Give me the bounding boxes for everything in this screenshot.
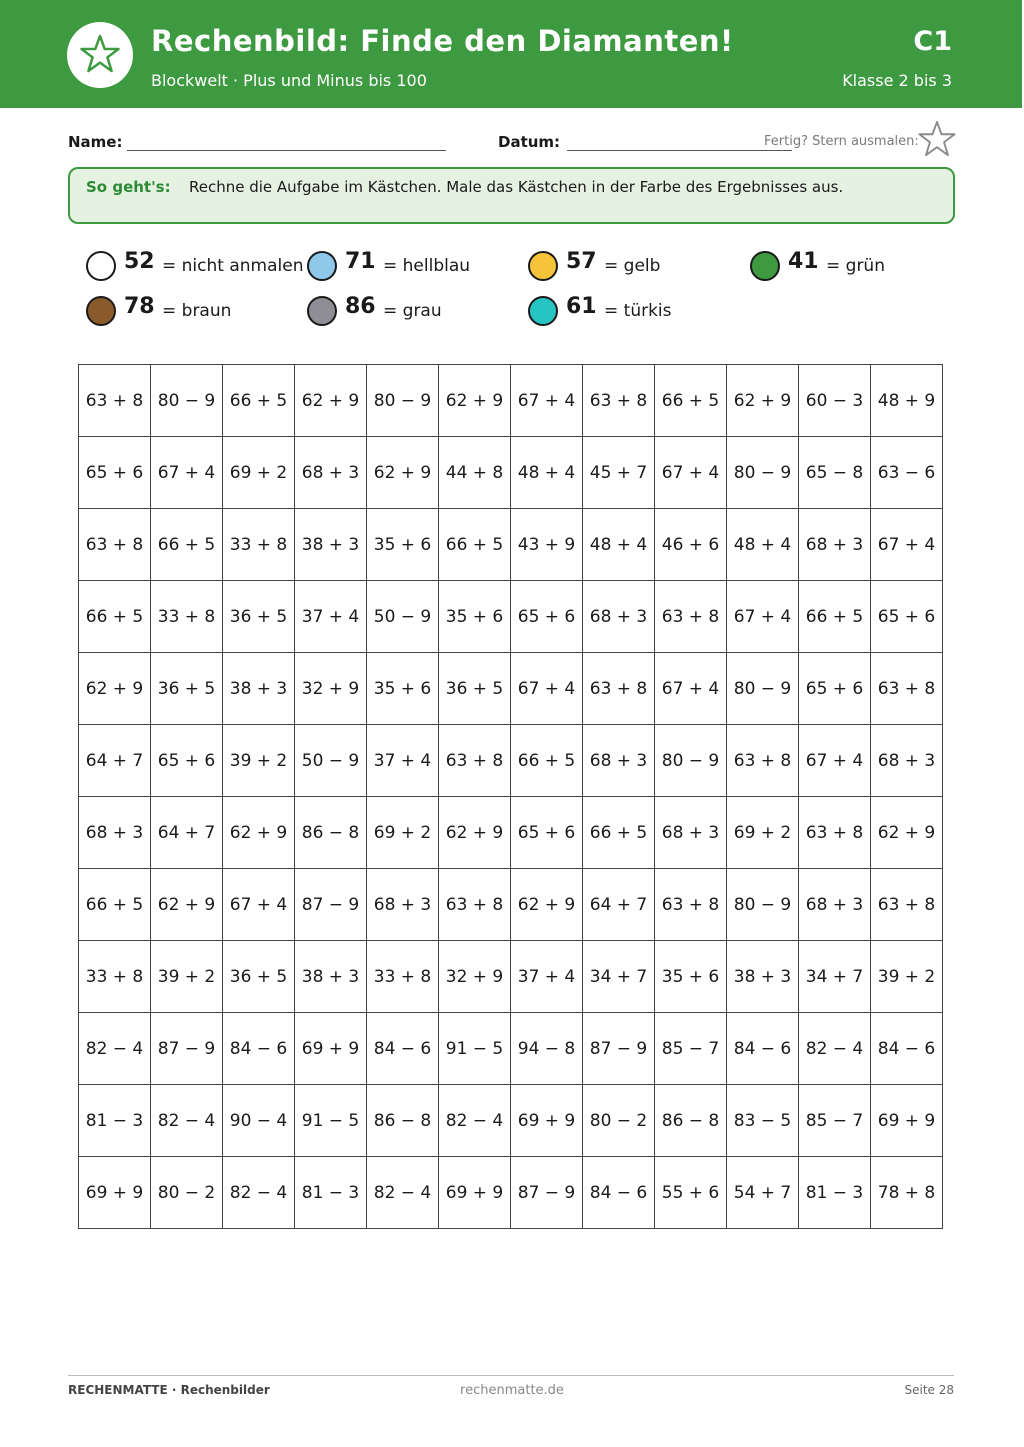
grid-cell[interactable]: 66 + 5 — [151, 509, 223, 581]
grid-row — [79, 797, 943, 869]
grid-cell[interactable]: 65 − 8 — [799, 437, 871, 509]
grid-cell[interactable]: 38 + 3 — [295, 509, 367, 581]
grid-cell[interactable]: 63 + 8 — [799, 797, 871, 869]
legend-value: 86 — [345, 294, 376, 319]
instructions-label: So geht's: — [86, 178, 171, 196]
grid-cell[interactable]: 63 − 6 — [871, 437, 943, 509]
grid-cell[interactable]: 48 + 4 — [511, 437, 583, 509]
grid-cell[interactable]: 36 + 5 — [223, 941, 295, 1013]
grid-cell[interactable]: 80 − 9 — [367, 365, 439, 437]
grid-cell[interactable]: 85 − 7 — [799, 1085, 871, 1157]
grid-cell[interactable]: 84 − 6 — [583, 1157, 655, 1229]
grid-cell[interactable]: 38 + 3 — [295, 941, 367, 1013]
grid-cell[interactable]: 83 − 5 — [727, 1085, 799, 1157]
grid-cell[interactable]: 65 + 6 — [511, 581, 583, 653]
puzzle-grid — [78, 364, 943, 1229]
grid-cell[interactable]: 65 + 6 — [871, 581, 943, 653]
grid-cell[interactable]: 48 + 4 — [583, 509, 655, 581]
grid-cell[interactable]: 63 + 8 — [439, 869, 511, 941]
star-outline-icon — [80, 34, 120, 74]
grid-cell[interactable]: 66 + 5 — [223, 365, 295, 437]
grid-row — [79, 941, 943, 1013]
grid-cell[interactable]: 91 − 5 — [295, 1085, 367, 1157]
grid-cell[interactable]: 84 − 6 — [727, 1013, 799, 1085]
grid-cell[interactable]: 62 + 9 — [367, 437, 439, 509]
grid-cell[interactable]: 67 + 4 — [655, 437, 727, 509]
grid-cell[interactable]: 82 − 4 — [223, 1157, 295, 1229]
legend-value: 41 — [788, 249, 819, 274]
grid-cell[interactable]: 86 − 8 — [367, 1085, 439, 1157]
legend-label: = braun — [162, 301, 232, 321]
grid-cell[interactable]: 34 + 7 — [799, 941, 871, 1013]
page-title: Rechenbild: Finde den Diamanten! — [151, 24, 734, 58]
grid-cell[interactable]: 50 − 9 — [295, 725, 367, 797]
grid-cell[interactable]: 68 + 3 — [367, 869, 439, 941]
grid-cell[interactable]: 65 + 6 — [151, 725, 223, 797]
grid-cell[interactable]: 82 − 4 — [799, 1013, 871, 1085]
grid-cell[interactable]: 69 + 2 — [367, 797, 439, 869]
grid-cell[interactable]: 33 + 8 — [79, 941, 151, 1013]
grid-cell[interactable]: 48 + 4 — [727, 509, 799, 581]
grid-cell[interactable]: 84 − 6 — [871, 1013, 943, 1085]
legend-value: 52 — [124, 249, 155, 274]
grid-cell[interactable]: 68 + 3 — [655, 797, 727, 869]
grid-cell[interactable]: 66 + 5 — [439, 509, 511, 581]
grid-cell[interactable]: 80 − 9 — [727, 653, 799, 725]
grid-cell[interactable]: 69 + 2 — [223, 437, 295, 509]
color-swatch — [528, 296, 558, 326]
grid-cell[interactable]: 65 + 6 — [799, 653, 871, 725]
grid-cell[interactable]: 82 − 4 — [151, 1085, 223, 1157]
color-swatch — [86, 296, 116, 326]
grid-cell[interactable]: 37 + 4 — [367, 725, 439, 797]
grid-cell[interactable]: 62 + 9 — [151, 869, 223, 941]
legend-label: = grau — [383, 301, 442, 321]
color-swatch — [750, 251, 780, 281]
grid-cell[interactable]: 64 + 7 — [583, 869, 655, 941]
grid-cell[interactable]: 69 + 9 — [871, 1085, 943, 1157]
grid-cell[interactable]: 33 + 8 — [151, 581, 223, 653]
grid-cell[interactable]: 67 + 4 — [223, 869, 295, 941]
logo-badge — [67, 22, 133, 88]
grid-cell[interactable]: 39 + 2 — [871, 941, 943, 1013]
grid-cell[interactable]: 87 − 9 — [295, 869, 367, 941]
grid-cell[interactable]: 81 − 3 — [295, 1157, 367, 1229]
color-swatch — [528, 251, 558, 281]
grid-cell[interactable]: 94 − 8 — [511, 1013, 583, 1085]
page-subtitle: Blockwelt · Plus und Minus bis 100 — [151, 71, 427, 90]
grid-cell[interactable]: 66 + 5 — [583, 797, 655, 869]
grid-cell[interactable]: 62 + 9 — [295, 365, 367, 437]
instructions-text: Rechne die Aufgabe im Kästchen. Male das Kästchen in der Farbe des Ergebnisses aus. — [189, 178, 844, 196]
name-label: Name: — [68, 133, 123, 151]
grid-cell[interactable]: 84 − 6 — [367, 1013, 439, 1085]
grid-cell[interactable]: 87 − 9 — [583, 1013, 655, 1085]
instructions-box — [68, 167, 955, 224]
grid-cell[interactable]: 63 + 8 — [79, 509, 151, 581]
grid-cell[interactable]: 86 − 8 — [655, 1085, 727, 1157]
grid-cell[interactable]: 84 − 6 — [223, 1013, 295, 1085]
grid-cell[interactable]: 63 + 8 — [583, 365, 655, 437]
grid-cell[interactable]: 80 − 9 — [151, 365, 223, 437]
star-outline-icon[interactable] — [918, 120, 956, 158]
legend-value: 61 — [566, 294, 597, 319]
grid-cell[interactable]: 68 + 3 — [79, 797, 151, 869]
worksheet-code: C1 — [913, 26, 952, 57]
grid-cell[interactable]: 81 − 3 — [79, 1085, 151, 1157]
grid-cell[interactable]: 35 + 6 — [439, 581, 511, 653]
grid-row — [79, 509, 943, 581]
grid-cell[interactable]: 62 + 9 — [511, 869, 583, 941]
grid-cell[interactable]: 38 + 3 — [223, 653, 295, 725]
grid-cell[interactable]: 63 + 8 — [439, 725, 511, 797]
footer-website: rechenmatte.de — [460, 1383, 564, 1398]
grid-cell[interactable]: 86 − 8 — [295, 797, 367, 869]
grid-cell[interactable]: 63 + 8 — [655, 581, 727, 653]
grid-cell[interactable]: 80 − 9 — [655, 725, 727, 797]
grid-cell[interactable]: 39 + 2 — [151, 941, 223, 1013]
grid-cell[interactable]: 66 + 5 — [511, 725, 583, 797]
grid-cell[interactable]: 66 + 5 — [799, 581, 871, 653]
grid-row — [79, 581, 943, 653]
grid-cell[interactable]: 69 + 9 — [295, 1013, 367, 1085]
grid-cell[interactable]: 68 + 3 — [799, 869, 871, 941]
grid-cell[interactable]: 37 + 4 — [295, 581, 367, 653]
grid-cell[interactable]: 82 − 4 — [367, 1157, 439, 1229]
grid-cell[interactable]: 33 + 8 — [223, 509, 295, 581]
grid-cell[interactable]: 67 + 4 — [151, 437, 223, 509]
name-field[interactable] — [127, 150, 446, 151]
grid-cell[interactable]: 62 + 9 — [223, 797, 295, 869]
legend-label: = türkis — [604, 301, 672, 321]
grid-cell[interactable]: 63 + 8 — [727, 725, 799, 797]
grid-cell[interactable]: 91 − 5 — [439, 1013, 511, 1085]
grid-row — [79, 1085, 943, 1157]
grid-cell[interactable]: 80 − 2 — [583, 1085, 655, 1157]
grid-cell[interactable]: 39 + 2 — [223, 725, 295, 797]
grid-cell[interactable]: 62 + 9 — [439, 797, 511, 869]
grid-cell[interactable]: 63 + 8 — [655, 869, 727, 941]
grid-cell[interactable]: 90 − 4 — [223, 1085, 295, 1157]
grid-cell[interactable]: 66 + 5 — [79, 869, 151, 941]
grid-cell[interactable]: 78 + 8 — [871, 1157, 943, 1229]
grid-cell[interactable]: 38 + 3 — [727, 941, 799, 1013]
grid-cell[interactable]: 32 + 9 — [439, 941, 511, 1013]
grid-row — [79, 1013, 943, 1085]
grid-cell[interactable]: 67 + 4 — [655, 653, 727, 725]
grid-cell[interactable]: 63 + 8 — [583, 653, 655, 725]
grid-row — [79, 653, 943, 725]
grid-cell[interactable]: 67 + 4 — [799, 725, 871, 797]
date-field[interactable] — [567, 150, 792, 151]
date-label: Datum: — [498, 133, 561, 151]
grid-cell[interactable]: 35 + 6 — [367, 653, 439, 725]
grid-cell[interactable]: 68 + 3 — [295, 437, 367, 509]
grid-cell[interactable]: 63 + 8 — [871, 653, 943, 725]
grid-cell[interactable]: 45 + 7 — [583, 437, 655, 509]
footer-divider — [68, 1375, 954, 1376]
grid-cell[interactable]: 33 + 8 — [367, 941, 439, 1013]
grid-cell[interactable]: 66 + 5 — [79, 581, 151, 653]
grid-cell[interactable]: 63 + 8 — [79, 365, 151, 437]
grid-cell[interactable]: 43 + 9 — [511, 509, 583, 581]
grid-row — [79, 365, 943, 437]
grid-cell[interactable]: 55 + 6 — [655, 1157, 727, 1229]
header-bar — [0, 0, 1022, 108]
grid-cell[interactable]: 54 + 7 — [727, 1157, 799, 1229]
grid-cell[interactable]: 82 − 4 — [79, 1013, 151, 1085]
done-text: Fertig? Stern ausmalen: — [764, 134, 919, 149]
legend-value: 78 — [124, 294, 155, 319]
grid-cell[interactable]: 46 + 6 — [655, 509, 727, 581]
grid-cell[interactable]: 35 + 6 — [655, 941, 727, 1013]
legend-value: 57 — [566, 249, 597, 274]
legend-label: = grün — [826, 256, 885, 276]
grid-cell[interactable]: 62 + 9 — [727, 365, 799, 437]
legend-label: = nicht anmalen — [162, 256, 304, 276]
grade-level: Klasse 2 bis 3 — [842, 71, 952, 90]
grid-cell[interactable]: 32 + 9 — [295, 653, 367, 725]
legend-label: = hellblau — [383, 256, 471, 276]
grid-cell[interactable]: 69 + 2 — [727, 797, 799, 869]
grid-cell[interactable]: 62 + 9 — [871, 797, 943, 869]
grid-cell[interactable]: 80 − 9 — [727, 869, 799, 941]
grid-cell[interactable]: 67 + 4 — [871, 509, 943, 581]
grid-cell[interactable]: 87 − 9 — [151, 1013, 223, 1085]
grid-cell[interactable]: 69 + 9 — [439, 1157, 511, 1229]
grid-cell[interactable]: 66 + 5 — [655, 365, 727, 437]
grid-cell[interactable]: 65 + 6 — [79, 437, 151, 509]
grid-cell[interactable]: 87 − 9 — [511, 1157, 583, 1229]
grid-cell[interactable]: 68 + 3 — [583, 581, 655, 653]
grid-cell[interactable]: 48 + 9 — [871, 365, 943, 437]
grid-row — [79, 437, 943, 509]
grid-cell[interactable]: 81 − 3 — [799, 1157, 871, 1229]
grid-cell[interactable]: 63 + 8 — [871, 869, 943, 941]
grid-cell[interactable]: 62 + 9 — [439, 365, 511, 437]
grid-cell[interactable]: 67 + 4 — [511, 365, 583, 437]
grid-cell[interactable]: 80 − 2 — [151, 1157, 223, 1229]
color-swatch — [307, 296, 337, 326]
grid-row — [79, 869, 943, 941]
grid-cell[interactable]: 36 + 5 — [151, 653, 223, 725]
color-swatch — [86, 251, 116, 281]
footer-brand: RECHENMATTE · Rechenbilder — [68, 1383, 270, 1397]
grid-cell[interactable]: 37 + 4 — [511, 941, 583, 1013]
grid-cell[interactable]: 36 + 5 — [223, 581, 295, 653]
grid-row — [79, 725, 943, 797]
grid-cell[interactable]: 64 + 7 — [151, 797, 223, 869]
grid-cell[interactable]: 67 + 4 — [511, 653, 583, 725]
grid-row — [79, 1157, 943, 1229]
grid-cell[interactable]: 64 + 7 — [79, 725, 151, 797]
grid-cell[interactable]: 60 − 3 — [799, 365, 871, 437]
grid-cell[interactable]: 62 + 9 — [79, 653, 151, 725]
grid-cell[interactable]: 82 − 4 — [439, 1085, 511, 1157]
grid-cell[interactable]: 35 + 6 — [367, 509, 439, 581]
grid-cell[interactable]: 68 + 3 — [583, 725, 655, 797]
grid-cell[interactable]: 69 + 9 — [79, 1157, 151, 1229]
grid-cell[interactable]: 69 + 9 — [511, 1085, 583, 1157]
grid-cell[interactable]: 68 + 3 — [871, 725, 943, 797]
legend-label: = gelb — [604, 256, 661, 276]
grid-cell[interactable]: 65 + 6 — [511, 797, 583, 869]
legend-value: 71 — [345, 249, 376, 274]
grid-cell[interactable]: 36 + 5 — [439, 653, 511, 725]
grid-cell[interactable]: 34 + 7 — [583, 941, 655, 1013]
grid-cell[interactable]: 67 + 4 — [727, 581, 799, 653]
grid-cell[interactable]: 68 + 3 — [799, 509, 871, 581]
grid-cell[interactable]: 50 − 9 — [367, 581, 439, 653]
grid-cell[interactable]: 80 − 9 — [727, 437, 799, 509]
grid-cell[interactable]: 44 + 8 — [439, 437, 511, 509]
color-swatch — [307, 251, 337, 281]
grid-cell[interactable]: 85 − 7 — [655, 1013, 727, 1085]
footer-page-number: Seite 28 — [904, 1383, 954, 1397]
